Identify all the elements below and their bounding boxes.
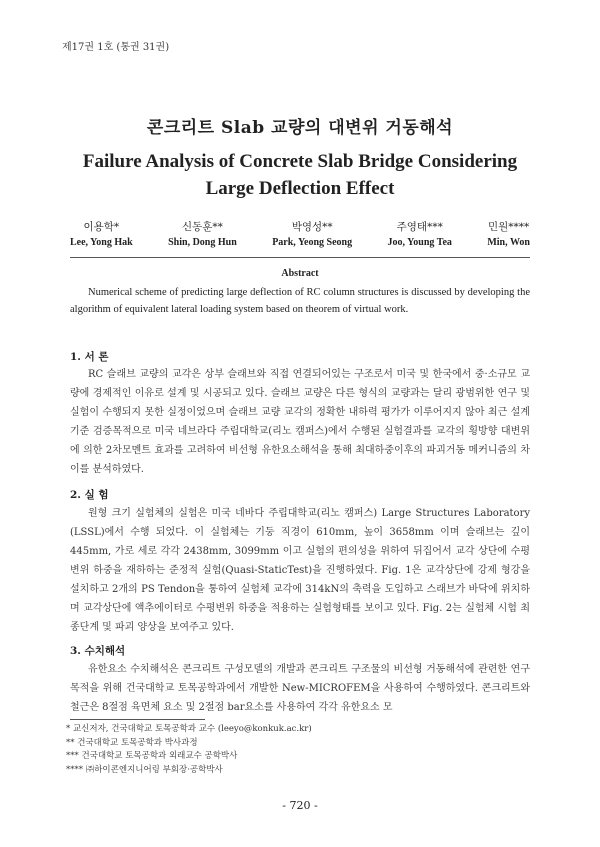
author-korean-name: 이용학* bbox=[83, 221, 120, 233]
footnote-affiliation: **** ㈜하이콘엔지니어링 부회장·공학박사 bbox=[66, 764, 223, 775]
author bbox=[272, 219, 352, 250]
author-english-name: Shin, Dong Hun bbox=[168, 237, 237, 248]
korean-title: 콘크리트 Slab 교량의 대변위 거동해석 bbox=[146, 118, 454, 138]
author-korean-name: 신동훈** bbox=[181, 221, 223, 233]
footnote-divider bbox=[70, 719, 205, 720]
author-korean-name: 민원**** bbox=[488, 221, 530, 233]
journal-issue-header: 제17권 1호 (통권 31권) bbox=[62, 42, 170, 53]
section-body-introduction: RC 슬래브 교량의 교각은 상부 슬래브와 직접 연결되어있는 구조로서 미국 및 한국에서 중·소규모 교량에 경제적인 이유로 설계 및 시공되고 있다. 슬래브 교량은 다른 형식의 교량과는 달리 광범위한 연구 및 실험이 수행되지 못한 실정이었으며 슬래브 교량 교각의 정확한 내하력 평가가 이루어지지 않아 최근 설계기준 검증목적으로 미국 네브라다 주립대학교(리노 캠퍼스)에서 수행된 실험결과를 교각의 횡방향 대변위에 의한 2차모멘트 효과를 고려하여 비선형 유한요소해석을 통해 최대하중이후의 파괴거동 메커니즘의 차이를 분석하였다. bbox=[70, 369, 530, 475]
author bbox=[168, 219, 237, 250]
footnote-affiliation: *** 건국대학교 토목공학과 외래교수 공학박사 bbox=[66, 751, 238, 761]
author-english-name: Min, Won bbox=[487, 237, 530, 248]
footnote-corresponding-author: * 교신저자, 건국대학교 토목공학과 교수 (leeyo@konkuk.ac.kr) bbox=[66, 724, 312, 734]
footnote-affiliation: ** 건국대학교 토목공학과 박사과정 bbox=[66, 737, 198, 748]
author bbox=[487, 219, 530, 250]
abstract-heading: Abstract bbox=[281, 268, 319, 279]
title-divider bbox=[70, 257, 530, 258]
section-heading-introduction: 1. 서 론 bbox=[70, 351, 109, 363]
section-heading-experiment: 2. 실 험 bbox=[70, 489, 109, 501]
section-body-numerical-analysis: 유한요소 수치해석은 콘크리트 구성모델의 개발과 콘크리트 구조물의 비선형 거동해석에 관련한 연구목적을 위해 건국대학교 토목공학과에서 개발한 New-MICROFEM을 사용하여 수행하였다. 콘크리트와 철근은 8절점 육면체 요소 및 2절점 bar요소를 사용하여 각각 유한요소 모 bbox=[70, 664, 530, 713]
english-title: Failure Analysis of Concrete Slab Bridge Considering Large Deflection Effect bbox=[82, 151, 518, 199]
author-english-name: Lee, Yong Hak bbox=[70, 237, 133, 248]
section-body-experiment: 원형 크기 실험체의 실험은 미국 네바다 주립대학교(리노 캠퍼스) Large Structures Laboratory (LSSL)에서 수행 되었다. 이 실험체는 기둥 직경이 610mm, 높이 3658mm 이며 슬래브는 깊이 445mm, 가로 세로 각각 2438mm, 3099mm 이고 실험의 편의성을 위하여 뒤집어서 교각 상단에 수평변위 하중을 재하하는 준정적 실험(Quasi-StaticTest)을 진행하였다. Fig. 1은 교각상단에 강제 형강을 설치하고 2개의 PS Tendon을 통하여 실험체 교각에 314kN의 축력을 도입하고 스래브가 바닥에 위치하며 교각상단에 액추에이터로 수평변위 하중을 적용하는 실험형태를 보이고 있다. Fig. 2는 실험체 시험 최종단계 및 파괴 양상을 보여주고 있다. bbox=[70, 508, 530, 633]
author-english-name: Park, Yeong Seong bbox=[272, 237, 353, 248]
author-english-name: Joo, Young Tea bbox=[387, 237, 452, 248]
author bbox=[70, 219, 133, 250]
author-list bbox=[70, 219, 530, 250]
footnotes bbox=[66, 723, 312, 777]
section-heading-numerical-analysis: 3. 수치해석 bbox=[70, 645, 126, 657]
author-korean-name: 박영성** bbox=[291, 221, 333, 233]
author bbox=[388, 219, 452, 250]
abstract-text: Numerical scheme of predicting large deflection of RC column structures is discussed by developing the algorithm of equivalent lateral loading system based on theorem of virtual work. bbox=[70, 287, 530, 315]
page-number: - 720 - bbox=[282, 799, 318, 812]
author-korean-name: 주영태*** bbox=[396, 221, 443, 233]
